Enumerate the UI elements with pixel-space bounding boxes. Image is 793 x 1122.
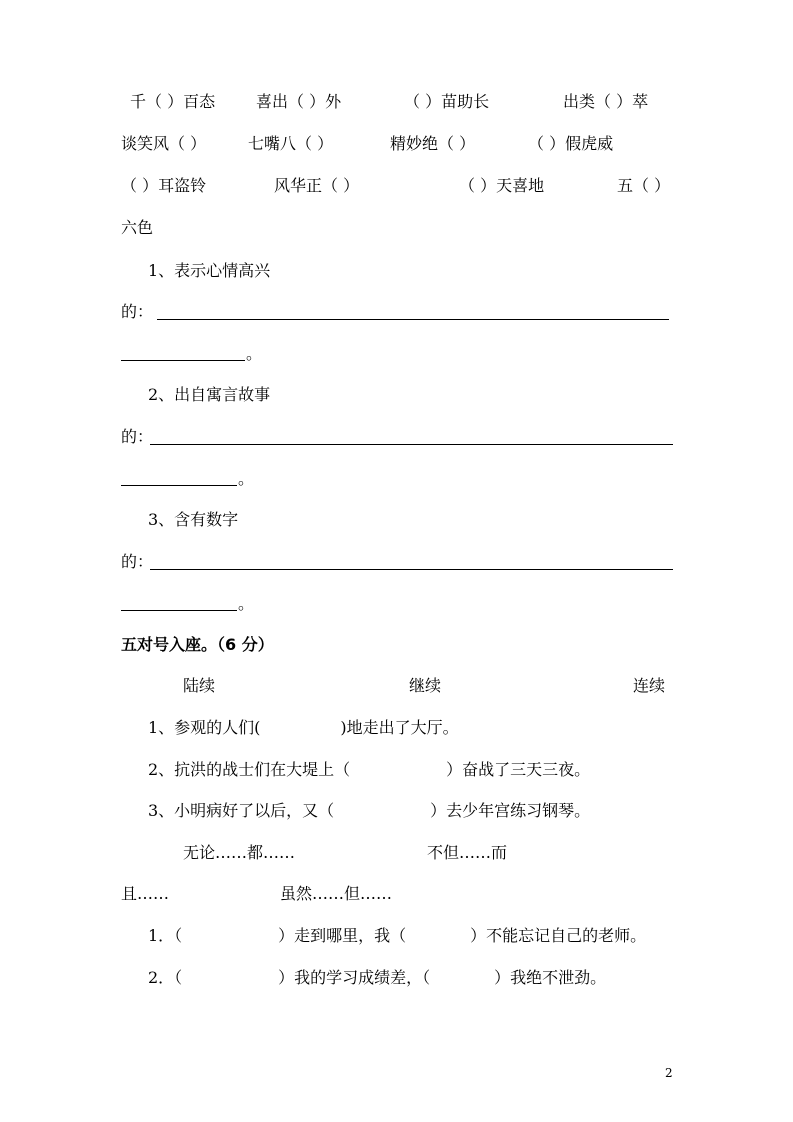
idiom-2: 喜出（ ）外 (256, 92, 342, 111)
idiom-7: 精妙绝（ ） (390, 134, 476, 153)
category-1-end: 。 (246, 344, 263, 363)
category-3-answer-line-2[interactable] (121, 610, 237, 611)
category-2-answer-line-2[interactable] (121, 485, 237, 486)
category-1-label: 1、表示心情高兴 (148, 261, 271, 280)
idiom-10: 风华正（ ） (274, 176, 360, 195)
word-option-3: 连续 (633, 676, 666, 695)
idiom-9: （ ）耳盗铃 (121, 176, 207, 195)
idiom-6: 七嘴八（ ） (248, 134, 334, 153)
idiom-12: 五（ ） (617, 176, 671, 195)
idiom-1: 千（ ）百态 (130, 92, 216, 111)
idiom-11: （ ）天喜地 (459, 176, 545, 195)
conj-sentence-1: 1．（ ）走到哪里，我（ ）不能忘记自己的老师。 (148, 926, 647, 945)
idiom-4: 出类（ ）萃 (563, 92, 649, 111)
word-option-2: 继续 (409, 676, 442, 695)
category-1-answer-line[interactable] (157, 319, 669, 320)
conjunction-option-2: 不但……而 (427, 843, 508, 862)
idiom-8: （ ）假虎威 (528, 134, 614, 153)
idiom-3: （ ）苗助长 (404, 92, 490, 111)
category-3-answer-line[interactable] (150, 569, 673, 570)
category-3-prefix: 的： (121, 552, 154, 571)
conjunction-option-2-wrap: 且…… (121, 884, 170, 903)
category-1-answer-line-2[interactable] (121, 360, 245, 361)
category-1-prefix: 的： (121, 302, 154, 321)
section-5-title: 五对号入座。（6 分） (121, 635, 274, 654)
fill-sentence-1: 1、参观的人们( )地走出了大厅。 (148, 718, 459, 737)
word-option-1: 陆续 (183, 676, 216, 695)
page-number: 2 (665, 1066, 673, 1080)
conjunction-option-1: 无论……都…… (183, 843, 296, 862)
category-3-label: 3、含有数字 (148, 510, 239, 529)
idiom-12-wrap: 六色 (121, 218, 154, 237)
fill-sentence-3: 3、小明病好了以后，又（ ）去少年宫练习钢琴。 (148, 801, 591, 820)
category-2-prefix: 的： (121, 427, 154, 446)
category-2-answer-line[interactable] (150, 444, 673, 445)
idiom-5: 谈笑风（ ） (121, 134, 207, 153)
category-2-end: 。 (238, 469, 255, 488)
category-2-label: 2、出自寓言故事 (148, 385, 271, 404)
conj-sentence-2: 2．（ ）我的学习成绩差，（ ）我绝不泄劲。 (148, 968, 607, 987)
conjunction-option-3: 虽然……但…… (280, 884, 393, 903)
fill-sentence-2: 2、抗洪的战士们在大堤上（ ）奋战了三天三夜。 (148, 760, 591, 779)
category-3-end: 。 (238, 594, 255, 613)
